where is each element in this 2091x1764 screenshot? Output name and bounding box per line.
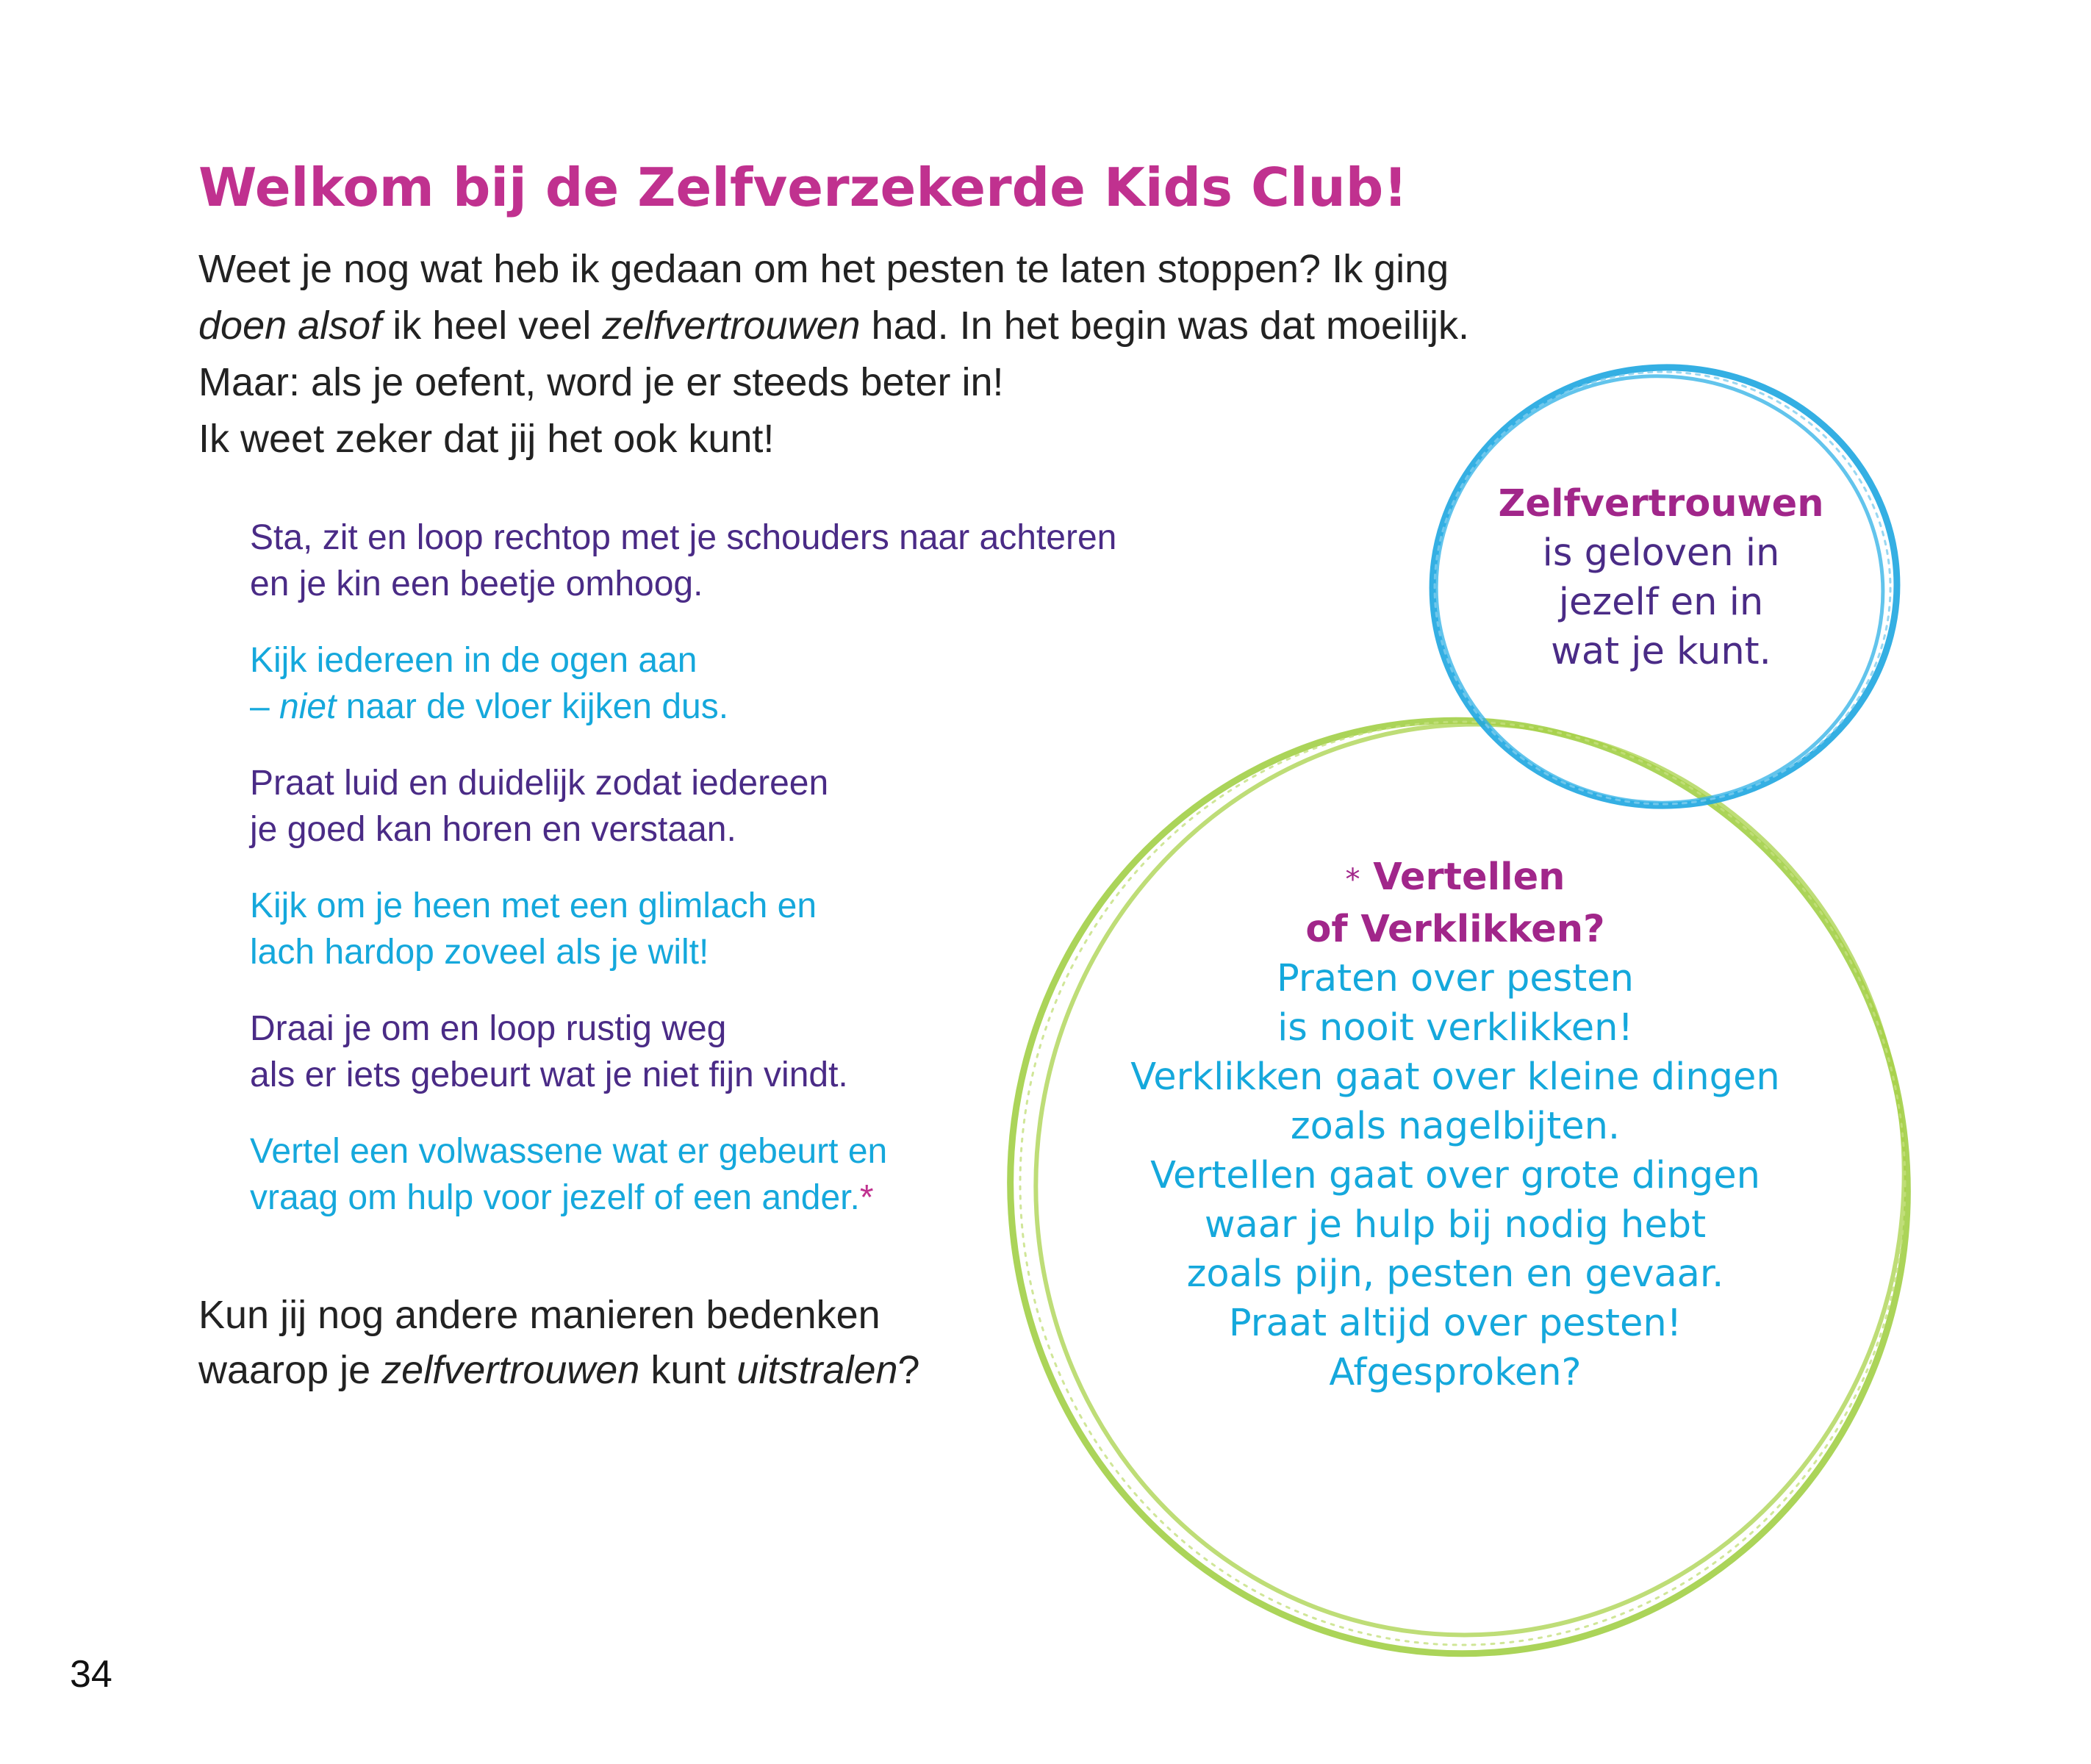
page-number: 34 [70, 1653, 112, 1696]
green-bubble-heading-line-1 [1014, 853, 1896, 905]
blue-bubble-line-1: is geloven in [1542, 531, 1780, 575]
tip-smile-line-2: lach hardop zoveel als je wilt! [250, 933, 709, 972]
intro-emphasis-doen-alsof: doen alsof [198, 304, 382, 348]
intro-line-1: Weet je nog wat heb ik gedaan om het pesten te laten stoppen? Ik ging [198, 247, 1449, 291]
blue-bubble-line-2: jezelf en in [1558, 581, 1764, 624]
green-bubble-line: Praat altijd over pesten! [1228, 1302, 1682, 1345]
green-bubble-line: Verklikken gaat over kleine dingen [1130, 1055, 1780, 1099]
green-bubble-line: Afgesproken? [1329, 1351, 1582, 1394]
green-bubble-line: zoals nagelbijten. [1290, 1105, 1621, 1148]
closing-line-2-end: ? [897, 1348, 920, 1392]
closing-line-1: Kun jij nog andere manieren bedenken [198, 1293, 880, 1337]
green-bubble-line: is nooit verklikken! [1277, 1006, 1633, 1050]
green-bubble-line: Praten over pesten [1277, 957, 1634, 1000]
tip-eye-contact-line-1: Kijk iedereen in de ogen aan [250, 641, 697, 680]
tip-eye-contact-emphasis: niet [279, 687, 337, 726]
green-bubble-heading-line-2: of Verklikken? [1305, 908, 1605, 951]
tip-walk-away-line-1: Draai je om en loop rustig weg [250, 1009, 727, 1048]
tip-tell-adult-asterisk: * [859, 1178, 874, 1217]
intro-emphasis-zelfvertrouwen: zelfvertrouwen [602, 304, 861, 348]
closing-emphasis-zelfvertrouwen: zelfvertrouwen [381, 1348, 640, 1392]
closing-emphasis-uitstralen: uitstralen [736, 1348, 898, 1392]
closing-line-2-mid: kunt [639, 1348, 737, 1392]
intro-line-2-end: had. In het begin was dat moeilijk. [860, 304, 1470, 348]
closing-line-2-pre: waarop je [198, 1348, 382, 1392]
tip-posture-line-2: en je kin een beetje omhoog. [250, 564, 703, 603]
blue-bubble-line-3: wat je kunt. [1551, 630, 1771, 673]
tip-eye-contact-dash: – [250, 687, 280, 726]
blue-bubble-text [1441, 479, 1882, 676]
blue-bubble-heading: Zelfvertrouwen [1498, 482, 1824, 526]
green-bubble-heading-vertellen: Vertellen [1360, 856, 1565, 899]
tip-eye-contact-line-2-end: naar de vloer kijken dus. [336, 687, 729, 726]
green-bubble-asterisk: * [1345, 863, 1360, 897]
green-bubble-text [1014, 853, 1896, 1397]
intro-line-2-mid: ik heel veel [381, 304, 603, 348]
green-bubble-line: Vertellen gaat over grote dingen [1150, 1154, 1760, 1197]
intro-line-3: Maar: als je oefent, word je er steeds beter in! [198, 360, 1004, 404]
tip-walk-away-line-2: als er iets gebeurt wat je niet fijn vindt. [250, 1055, 848, 1094]
green-bubble-line: zoals pijn, pesten en gevaar. [1186, 1252, 1724, 1296]
intro-line-4: Ik weet zeker dat jij het ook kunt! [198, 417, 775, 461]
tip-posture-line-1: Sta, zit en loop rechtop met je schouders naar achteren [250, 518, 1117, 557]
tip-speak-line-1: Praat luid en duidelijk zodat iedereen [250, 764, 829, 803]
tip-tell-adult-line-1: Vertel een volwassene wat er gebeurt en [250, 1132, 888, 1171]
green-bubble-line: waar je hulp bij nodig hebt [1204, 1203, 1707, 1247]
tip-speak-line-2: je goed kan horen en verstaan. [250, 810, 736, 849]
page-title: Welkom bij de Zelfverzekerde Kids Club! [198, 157, 1408, 218]
tip-smile-line-1: Kijk om je heen met een glimlach en [250, 886, 817, 925]
tip-tell-adult-line-2-text: vraag om hulp voor jezelf of een ander. [250, 1178, 860, 1217]
